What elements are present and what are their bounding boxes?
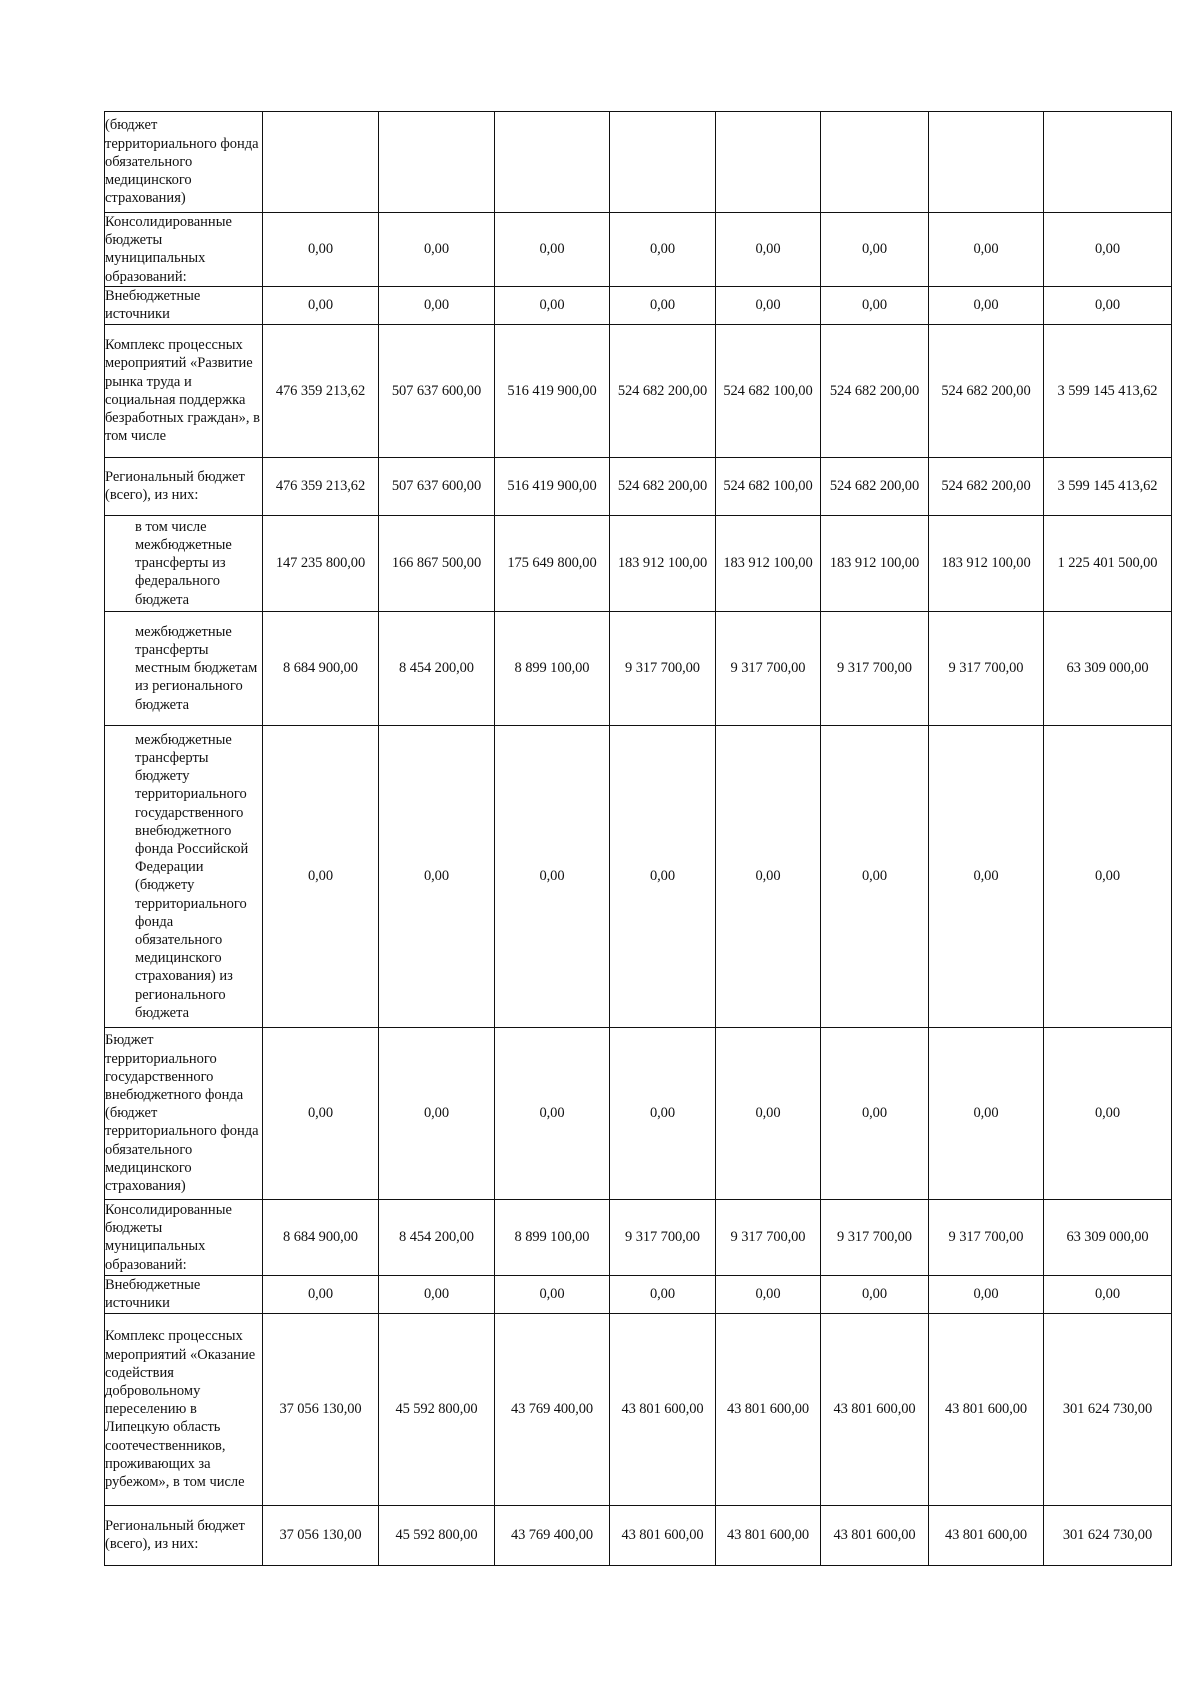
value-cell: 43 801 600,00 [821,1313,929,1505]
value-cell: 0,00 [610,1027,716,1199]
value-cell [379,112,495,213]
value-cell: 0,00 [716,286,821,324]
value-cell: 45 592 800,00 [379,1505,495,1565]
value-cell: 0,00 [821,1027,929,1199]
value-cell [263,112,379,213]
value-cell: 3 599 145 413,62 [1044,324,1172,457]
table-row [105,1505,1172,1565]
value-cell: 0,00 [1044,1275,1172,1313]
value-cell: 0,00 [495,1027,610,1199]
value-cell: 0,00 [263,1027,379,1199]
value-cell [821,112,929,213]
value-cell: 147 235 800,00 [263,515,379,611]
value-cell: 0,00 [495,213,610,287]
value-cell: 166 867 500,00 [379,515,495,611]
value-cell: 0,00 [716,725,821,1027]
value-cell: 43 801 600,00 [821,1505,929,1565]
value-cell: 0,00 [929,286,1044,324]
value-cell: 8 454 200,00 [379,611,495,725]
row-label: Бюджет территориального государственного внебюджетного фонда (бюджет территориального фонда обязательного медицинского страхования) [105,1027,263,1199]
value-cell: 0,00 [929,725,1044,1027]
table-row [105,1199,1172,1275]
table-row [105,1275,1172,1313]
value-cell: 524 682 200,00 [610,324,716,457]
table-row [105,213,1172,287]
row-label: Консолидированные бюджеты муниципальных образований: [105,213,263,287]
value-cell: 9 317 700,00 [716,1199,821,1275]
value-cell: 0,00 [263,725,379,1027]
value-cell: 43 801 600,00 [610,1313,716,1505]
value-cell: 183 912 100,00 [929,515,1044,611]
row-label: Комплекс процессных мероприятий «Оказание содействия добровольному переселению в Липецкую область соотечественников, проживающих за рубежом», в том числе [105,1313,263,1505]
table-row [105,112,1172,213]
row-label: Консолидированные бюджеты муниципальных образований: [105,1199,263,1275]
value-cell: 9 317 700,00 [821,611,929,725]
value-cell: 8 899 100,00 [495,611,610,725]
value-cell: 9 317 700,00 [610,611,716,725]
table-row [105,725,1172,1027]
value-cell: 0,00 [929,213,1044,287]
table-row [105,1027,1172,1199]
value-cell: 8 684 900,00 [263,1199,379,1275]
value-cell: 0,00 [610,286,716,324]
value-cell: 0,00 [379,1027,495,1199]
value-cell: 0,00 [1044,725,1172,1027]
value-cell: 0,00 [716,1275,821,1313]
value-cell: 43 801 600,00 [716,1505,821,1565]
value-cell: 0,00 [610,213,716,287]
value-cell: 9 317 700,00 [821,1199,929,1275]
row-label: (бюджет территориального фонда обязательного медицинского страхования) [105,112,263,213]
value-cell [1044,112,1172,213]
value-cell [495,112,610,213]
value-cell: 507 637 600,00 [379,324,495,457]
row-label: межбюджетные трансферты местным бюджетам из регионального бюджета [105,611,263,725]
value-cell: 524 682 100,00 [716,324,821,457]
value-cell: 3 599 145 413,62 [1044,457,1172,515]
value-cell: 0,00 [1044,1027,1172,1199]
value-cell: 8 454 200,00 [379,1199,495,1275]
value-cell: 37 056 130,00 [263,1505,379,1565]
value-cell: 0,00 [379,213,495,287]
value-cell: 476 359 213,62 [263,457,379,515]
value-cell: 183 912 100,00 [821,515,929,611]
table-row [105,286,1172,324]
value-cell: 0,00 [379,286,495,324]
value-cell: 43 801 600,00 [716,1313,821,1505]
row-label: Внебюджетные источники [105,286,263,324]
row-label: межбюджетные трансферты бюджету территориального государственного внебюджетного фонда Российской Федерации (бюджету территориального фонда обязательного медицинского страхования) из регионального бюджета [105,725,263,1027]
value-cell [929,112,1044,213]
value-cell: 0,00 [495,1275,610,1313]
table-row [105,1313,1172,1505]
value-cell: 524 682 200,00 [610,457,716,515]
value-cell: 9 317 700,00 [929,1199,1044,1275]
value-cell: 524 682 200,00 [821,324,929,457]
row-label: Региональный бюджет (всего), из них: [105,1505,263,1565]
value-cell: 0,00 [821,1275,929,1313]
value-cell: 0,00 [379,725,495,1027]
value-cell: 43 769 400,00 [495,1313,610,1505]
row-label: Внебюджетные источники [105,1275,263,1313]
value-cell: 9 317 700,00 [610,1199,716,1275]
value-cell: 301 624 730,00 [1044,1505,1172,1565]
value-cell: 63 309 000,00 [1044,611,1172,725]
value-cell: 9 317 700,00 [929,611,1044,725]
value-cell: 9 317 700,00 [716,611,821,725]
value-cell: 183 912 100,00 [610,515,716,611]
value-cell: 0,00 [716,213,821,287]
value-cell: 301 624 730,00 [1044,1313,1172,1505]
value-cell: 0,00 [263,213,379,287]
table-row [105,457,1172,515]
value-cell: 45 592 800,00 [379,1313,495,1505]
value-cell: 37 056 130,00 [263,1313,379,1505]
value-cell: 43 801 600,00 [929,1505,1044,1565]
value-cell: 0,00 [929,1275,1044,1313]
value-cell: 0,00 [821,725,929,1027]
value-cell [610,112,716,213]
value-cell: 516 419 900,00 [495,457,610,515]
value-cell: 8 899 100,00 [495,1199,610,1275]
value-cell: 524 682 200,00 [821,457,929,515]
table-row [105,611,1172,725]
value-cell: 476 359 213,62 [263,324,379,457]
value-cell [716,112,821,213]
value-cell: 507 637 600,00 [379,457,495,515]
value-cell: 524 682 200,00 [929,457,1044,515]
value-cell: 0,00 [716,1027,821,1199]
value-cell: 0,00 [1044,213,1172,287]
value-cell: 175 649 800,00 [495,515,610,611]
value-cell: 43 801 600,00 [610,1505,716,1565]
value-cell: 0,00 [495,286,610,324]
table-row [105,515,1172,611]
value-cell: 0,00 [821,286,929,324]
value-cell: 0,00 [610,725,716,1027]
budget-table [104,111,1172,1566]
row-label: Комплекс процессных мероприятий «Развитие рынка труда и социальная поддержка безработных граждан», в том числе [105,324,263,457]
table-row [105,324,1172,457]
value-cell: 0,00 [495,725,610,1027]
value-cell: 63 309 000,00 [1044,1199,1172,1275]
table-body [105,112,1172,1566]
value-cell: 516 419 900,00 [495,324,610,457]
value-cell: 0,00 [263,1275,379,1313]
value-cell: 524 682 200,00 [929,324,1044,457]
value-cell: 0,00 [929,1027,1044,1199]
value-cell: 0,00 [263,286,379,324]
value-cell: 0,00 [610,1275,716,1313]
row-label: в том числе межбюджетные трансферты из федерального бюджета [105,515,263,611]
value-cell: 183 912 100,00 [716,515,821,611]
value-cell: 0,00 [821,213,929,287]
value-cell: 43 801 600,00 [929,1313,1044,1505]
value-cell: 0,00 [379,1275,495,1313]
value-cell: 1 225 401 500,00 [1044,515,1172,611]
value-cell: 43 769 400,00 [495,1505,610,1565]
value-cell: 524 682 100,00 [716,457,821,515]
row-label: Региональный бюджет (всего), из них: [105,457,263,515]
value-cell: 0,00 [1044,286,1172,324]
value-cell: 8 684 900,00 [263,611,379,725]
